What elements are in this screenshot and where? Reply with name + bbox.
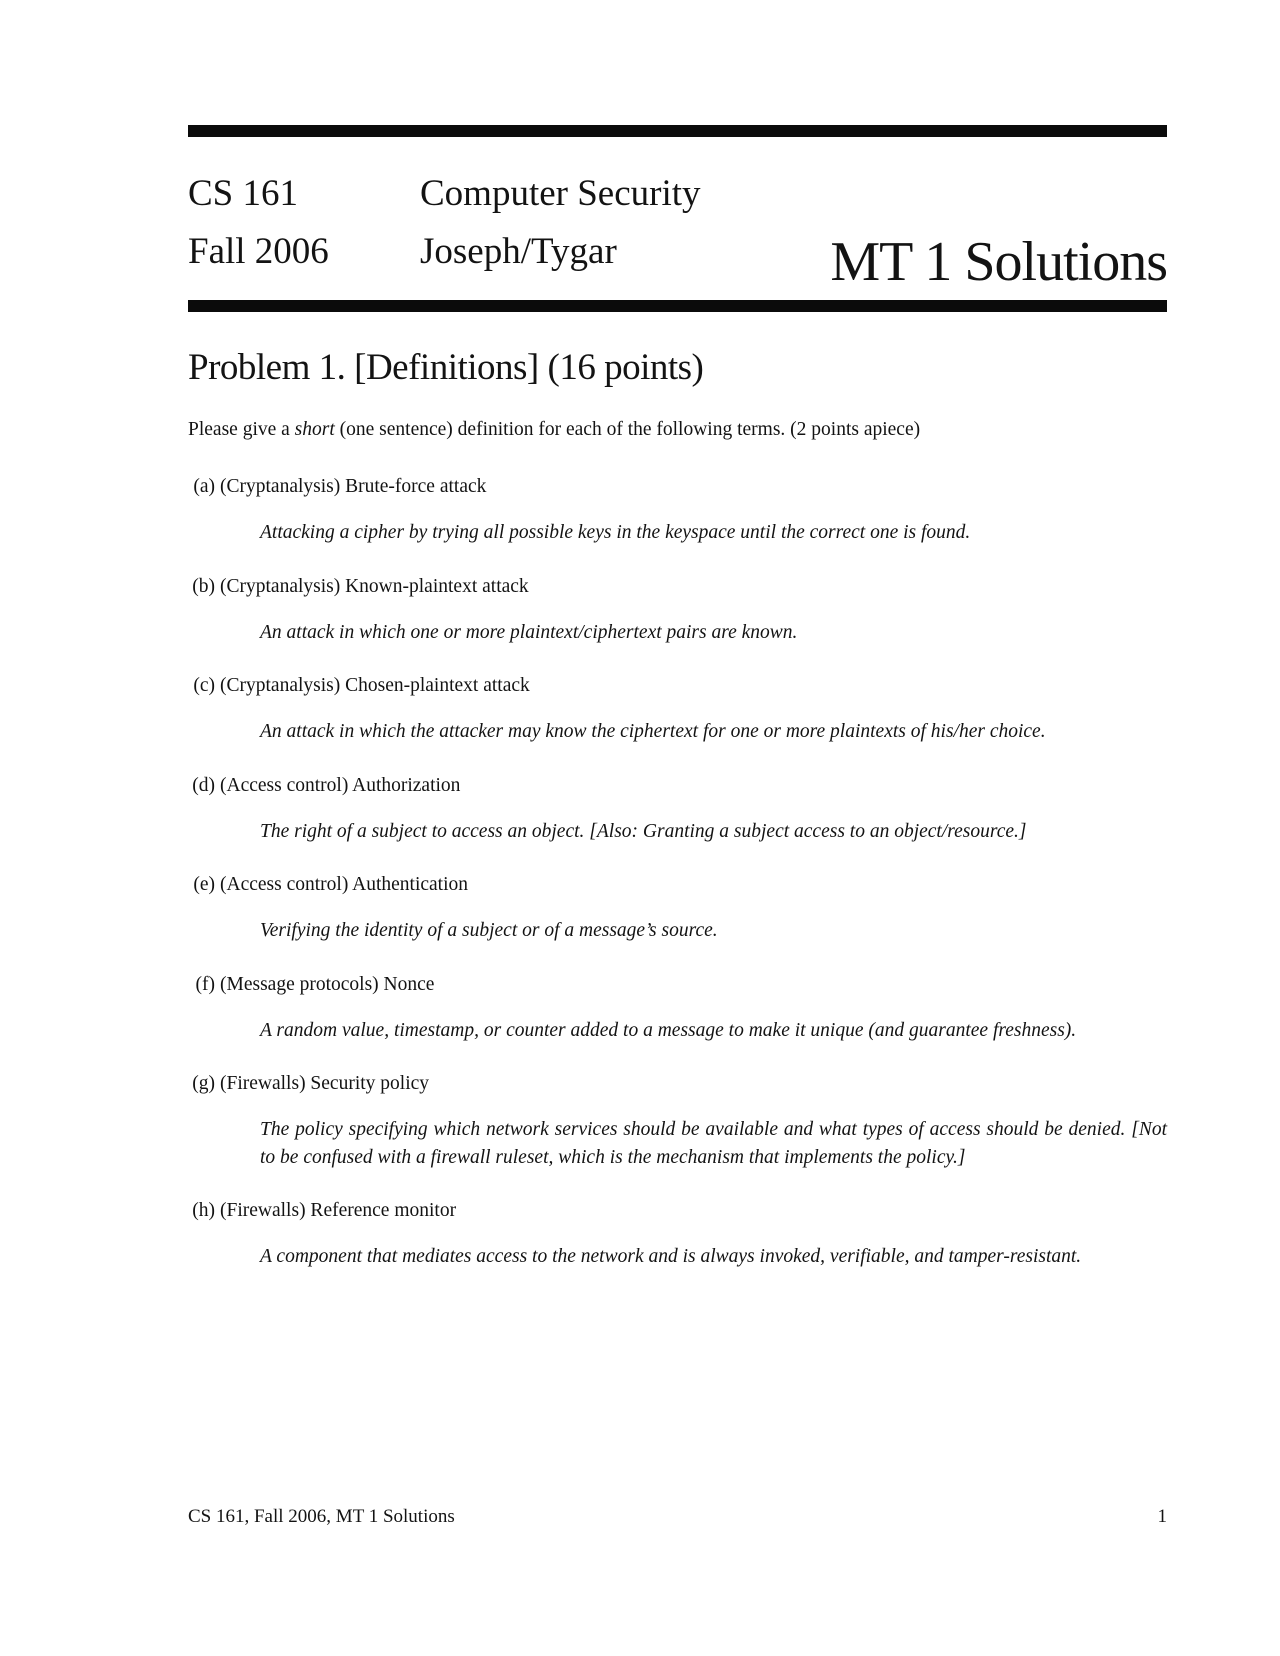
- item-answer: The policy specifying which network services should be available and what types of access should be denied. [Not to be confused with a firewall ruleset, which is the mechanism that implements the policy.]: [260, 1119, 1167, 1168]
- bottom-rule: [188, 300, 1167, 312]
- term-row: [188, 772, 1167, 799]
- item-term: (Cryptanalysis) Known-plaintext attack: [220, 575, 529, 597]
- term-row: [188, 672, 1167, 699]
- definition-item: [188, 672, 1167, 746]
- definition-item: [188, 871, 1167, 945]
- item-label: (a): [193, 476, 215, 497]
- item-label: (d): [192, 774, 215, 796]
- term-row: [188, 1070, 1167, 1097]
- term-row: [188, 473, 1167, 500]
- term-row: [188, 573, 1167, 600]
- definitions-list: [188, 473, 1167, 1271]
- item-answer: Verifying the identity of a subject or of a message’s source.: [260, 920, 718, 941]
- definition-item: [188, 1197, 1167, 1271]
- course-title: Computer Security: [420, 173, 701, 214]
- definition-item: [188, 1070, 1167, 1171]
- intro-italic-word: short: [294, 419, 335, 440]
- header-row-1: [188, 165, 1167, 223]
- top-rule: [188, 125, 1167, 137]
- item-answer: A random value, timestamp, or counter added to a message to make it unique (and guarantee freshness).: [260, 1019, 1077, 1041]
- item-term: (Firewalls) Security policy: [220, 1073, 430, 1094]
- intro-prefix: Please give a: [188, 419, 295, 440]
- item-answer: Attacking a cipher by trying all possible keys in the keyspace until the correct one is found.: [260, 522, 971, 543]
- term-row: [188, 871, 1167, 898]
- problem-intro: [188, 416, 1167, 443]
- intro-suffix: (one sentence) definition for each of the following terms. (2 points apiece): [334, 419, 921, 440]
- course-term: Fall 2006: [188, 231, 329, 272]
- item-answer: An attack in which the attacker may know the ciphertext for one or more plaintexts of his/her choice.: [260, 721, 1046, 742]
- text-block: [188, 125, 1167, 1271]
- item-term: (Access control) Authorization: [220, 774, 461, 796]
- item-term: (Cryptanalysis) Brute-force attack: [220, 476, 487, 497]
- page-footer: [188, 1505, 1167, 1529]
- term-row: [188, 971, 1167, 998]
- document-title: MT 1 Solutions: [830, 231, 1167, 293]
- item-answer: The right of a subject to access an object. [Also: Granting a subject access to an object/resource.]: [260, 820, 1027, 842]
- instructors: Joseph/Tygar: [420, 231, 617, 272]
- item-term: (Firewalls) Reference monitor: [220, 1200, 457, 1221]
- item-label: (b): [192, 575, 215, 597]
- definition-item: [188, 473, 1167, 547]
- course-number: CS 161: [188, 173, 299, 214]
- term-row: [188, 1197, 1167, 1224]
- problem-heading: Problem 1. [Definitions] (16 points): [188, 347, 704, 388]
- item-label: (h): [192, 1200, 215, 1221]
- definition-item: [188, 573, 1167, 647]
- item-label: (g): [192, 1073, 215, 1094]
- footer-page-number: 1: [1157, 1506, 1167, 1527]
- item-answer: An attack in which one or more plaintext/ciphertext pairs are known.: [260, 621, 798, 643]
- item-label: (f): [195, 973, 215, 995]
- item-term: (Cryptanalysis) Chosen-plaintext attack: [220, 675, 530, 696]
- item-label: (c): [193, 675, 215, 696]
- definition-item: [188, 971, 1167, 1045]
- item-answer: A component that mediates access to the network and is always invoked, verifiable, and tamper-resistant.: [260, 1246, 1082, 1267]
- item-label: (e): [193, 874, 215, 895]
- item-term: (Access control) Authentication: [220, 874, 469, 895]
- title-header: [188, 137, 1167, 300]
- item-term: (Message protocols) Nonce: [220, 973, 435, 995]
- footer-running-title: CS 161, Fall 2006, MT 1 Solutions: [188, 1506, 455, 1527]
- definition-item: [188, 772, 1167, 846]
